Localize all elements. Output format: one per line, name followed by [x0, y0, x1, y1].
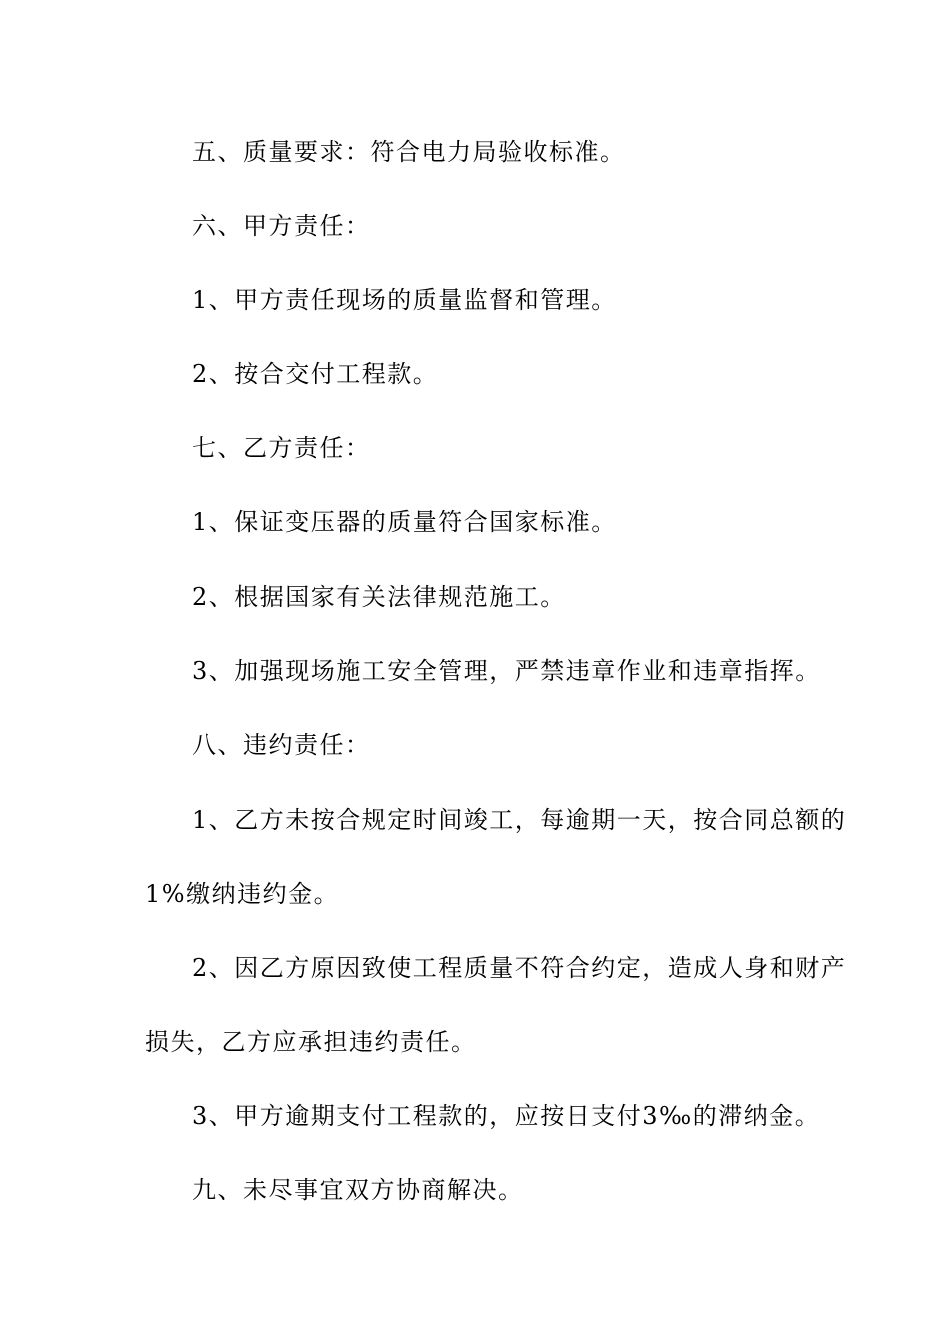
party-b-item-3: 3、加强现场施工安全管理，严禁违章作业和违章指挥。 — [192, 657, 821, 685]
section-6-party-a-heading: 六、甲方责任： — [192, 212, 371, 240]
breach-item-2-line-1: 2、因乙方原因致使工程质量不符合约定，造成人身和财产 — [192, 954, 847, 982]
party-a-item-2: 2、按合交付工程款。 — [192, 360, 439, 388]
party-b-item-1: 1、保证变压器的质量符合国家标准。 — [192, 508, 617, 536]
section-9-misc: 九、未尽事宜双方协商解决。 — [192, 1176, 524, 1204]
section-7-party-b-heading: 七、乙方责任： — [192, 434, 371, 462]
breach-item-2-line-2: 损失，乙方应承担违约责任。 — [145, 1028, 477, 1056]
section-8-breach-heading: 八、违约责任： — [192, 731, 371, 759]
section-5-quality: 五、质量要求：符合电力局验收标准。 — [192, 138, 626, 166]
breach-item-1-line-1: 1、乙方未按合规定时间竣工，每逾期一天，按合同总额的 — [192, 806, 847, 834]
breach-item-1-line-2: 1%缴纳违约金。 — [145, 880, 340, 908]
party-b-item-2: 2、根据国家有关法律规范施工。 — [192, 583, 566, 611]
party-a-item-1: 1、甲方责任现场的质量监督和管理。 — [192, 286, 617, 314]
breach-item-3: 3、甲方逾期支付工程款的，应按日支付3‰的滞纳金。 — [192, 1102, 821, 1130]
